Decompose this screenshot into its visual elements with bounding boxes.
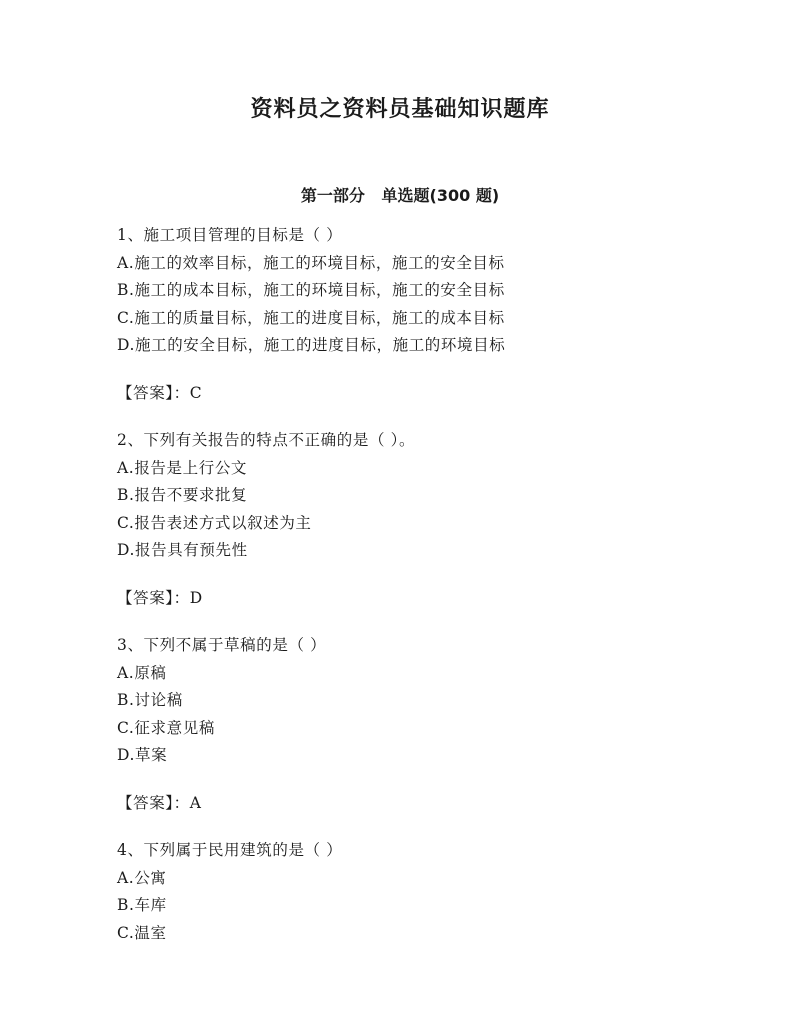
- option-c: C.征求意见稿: [117, 718, 215, 737]
- answer-value: ：D: [173, 588, 203, 607]
- answer-value: ：A: [173, 793, 202, 812]
- question-list: [117, 222, 757, 947]
- question-stem: 3、下列不属于草稿的是（ ）: [117, 636, 327, 654]
- question-2: [117, 427, 757, 612]
- answer-label: 【答案】: [117, 383, 174, 402]
- question-3: [117, 632, 757, 817]
- option-b: B.施工的成本目标，施工的环境目标，施工的安全目标: [117, 281, 505, 299]
- option-b: B.车库: [117, 896, 167, 914]
- answer-line: [117, 790, 757, 818]
- option-a: A.报告是上行公文: [117, 458, 248, 477]
- section-heading: 第一部分 单选题(300 题): [300, 186, 500, 205]
- option-d: D.报告具有预先性: [117, 541, 248, 559]
- option-a: A.施工的效率目标，施工的环境目标，施工的安全目标: [117, 253, 505, 272]
- question-stem: 4、下列属于民用建筑的是（ ）: [117, 841, 343, 859]
- question-1: [117, 222, 757, 407]
- option-c: C.温室: [117, 923, 167, 942]
- option-b: B.讨论稿: [117, 691, 183, 709]
- page-title: 资料员之资料员基础知识题库: [250, 97, 550, 122]
- option-a: A.公寓: [117, 868, 167, 887]
- answer-line: [117, 380, 757, 408]
- answer-label: 【答案】: [117, 793, 174, 812]
- question-stem: 1、施工项目管理的目标是（ ）: [117, 226, 343, 244]
- option-a: A.原稿: [117, 663, 167, 682]
- option-c: C.报告表述方式以叙述为主: [117, 513, 312, 532]
- answer-value: ：C: [173, 383, 203, 402]
- answer-label: 【答案】: [117, 588, 174, 607]
- question-stem: 2、下列有关报告的特点不正确的是（ ）。: [117, 431, 416, 449]
- option-c: C.施工的质量目标，施工的进度目标，施工的成本目标: [117, 308, 505, 327]
- option-b: B.报告不要求批复: [117, 486, 248, 504]
- question-4: [117, 837, 757, 947]
- answer-line: [117, 585, 757, 613]
- option-d: D.草案: [117, 746, 168, 764]
- option-d: D.施工的安全目标，施工的进度目标，施工的环境目标: [117, 336, 506, 354]
